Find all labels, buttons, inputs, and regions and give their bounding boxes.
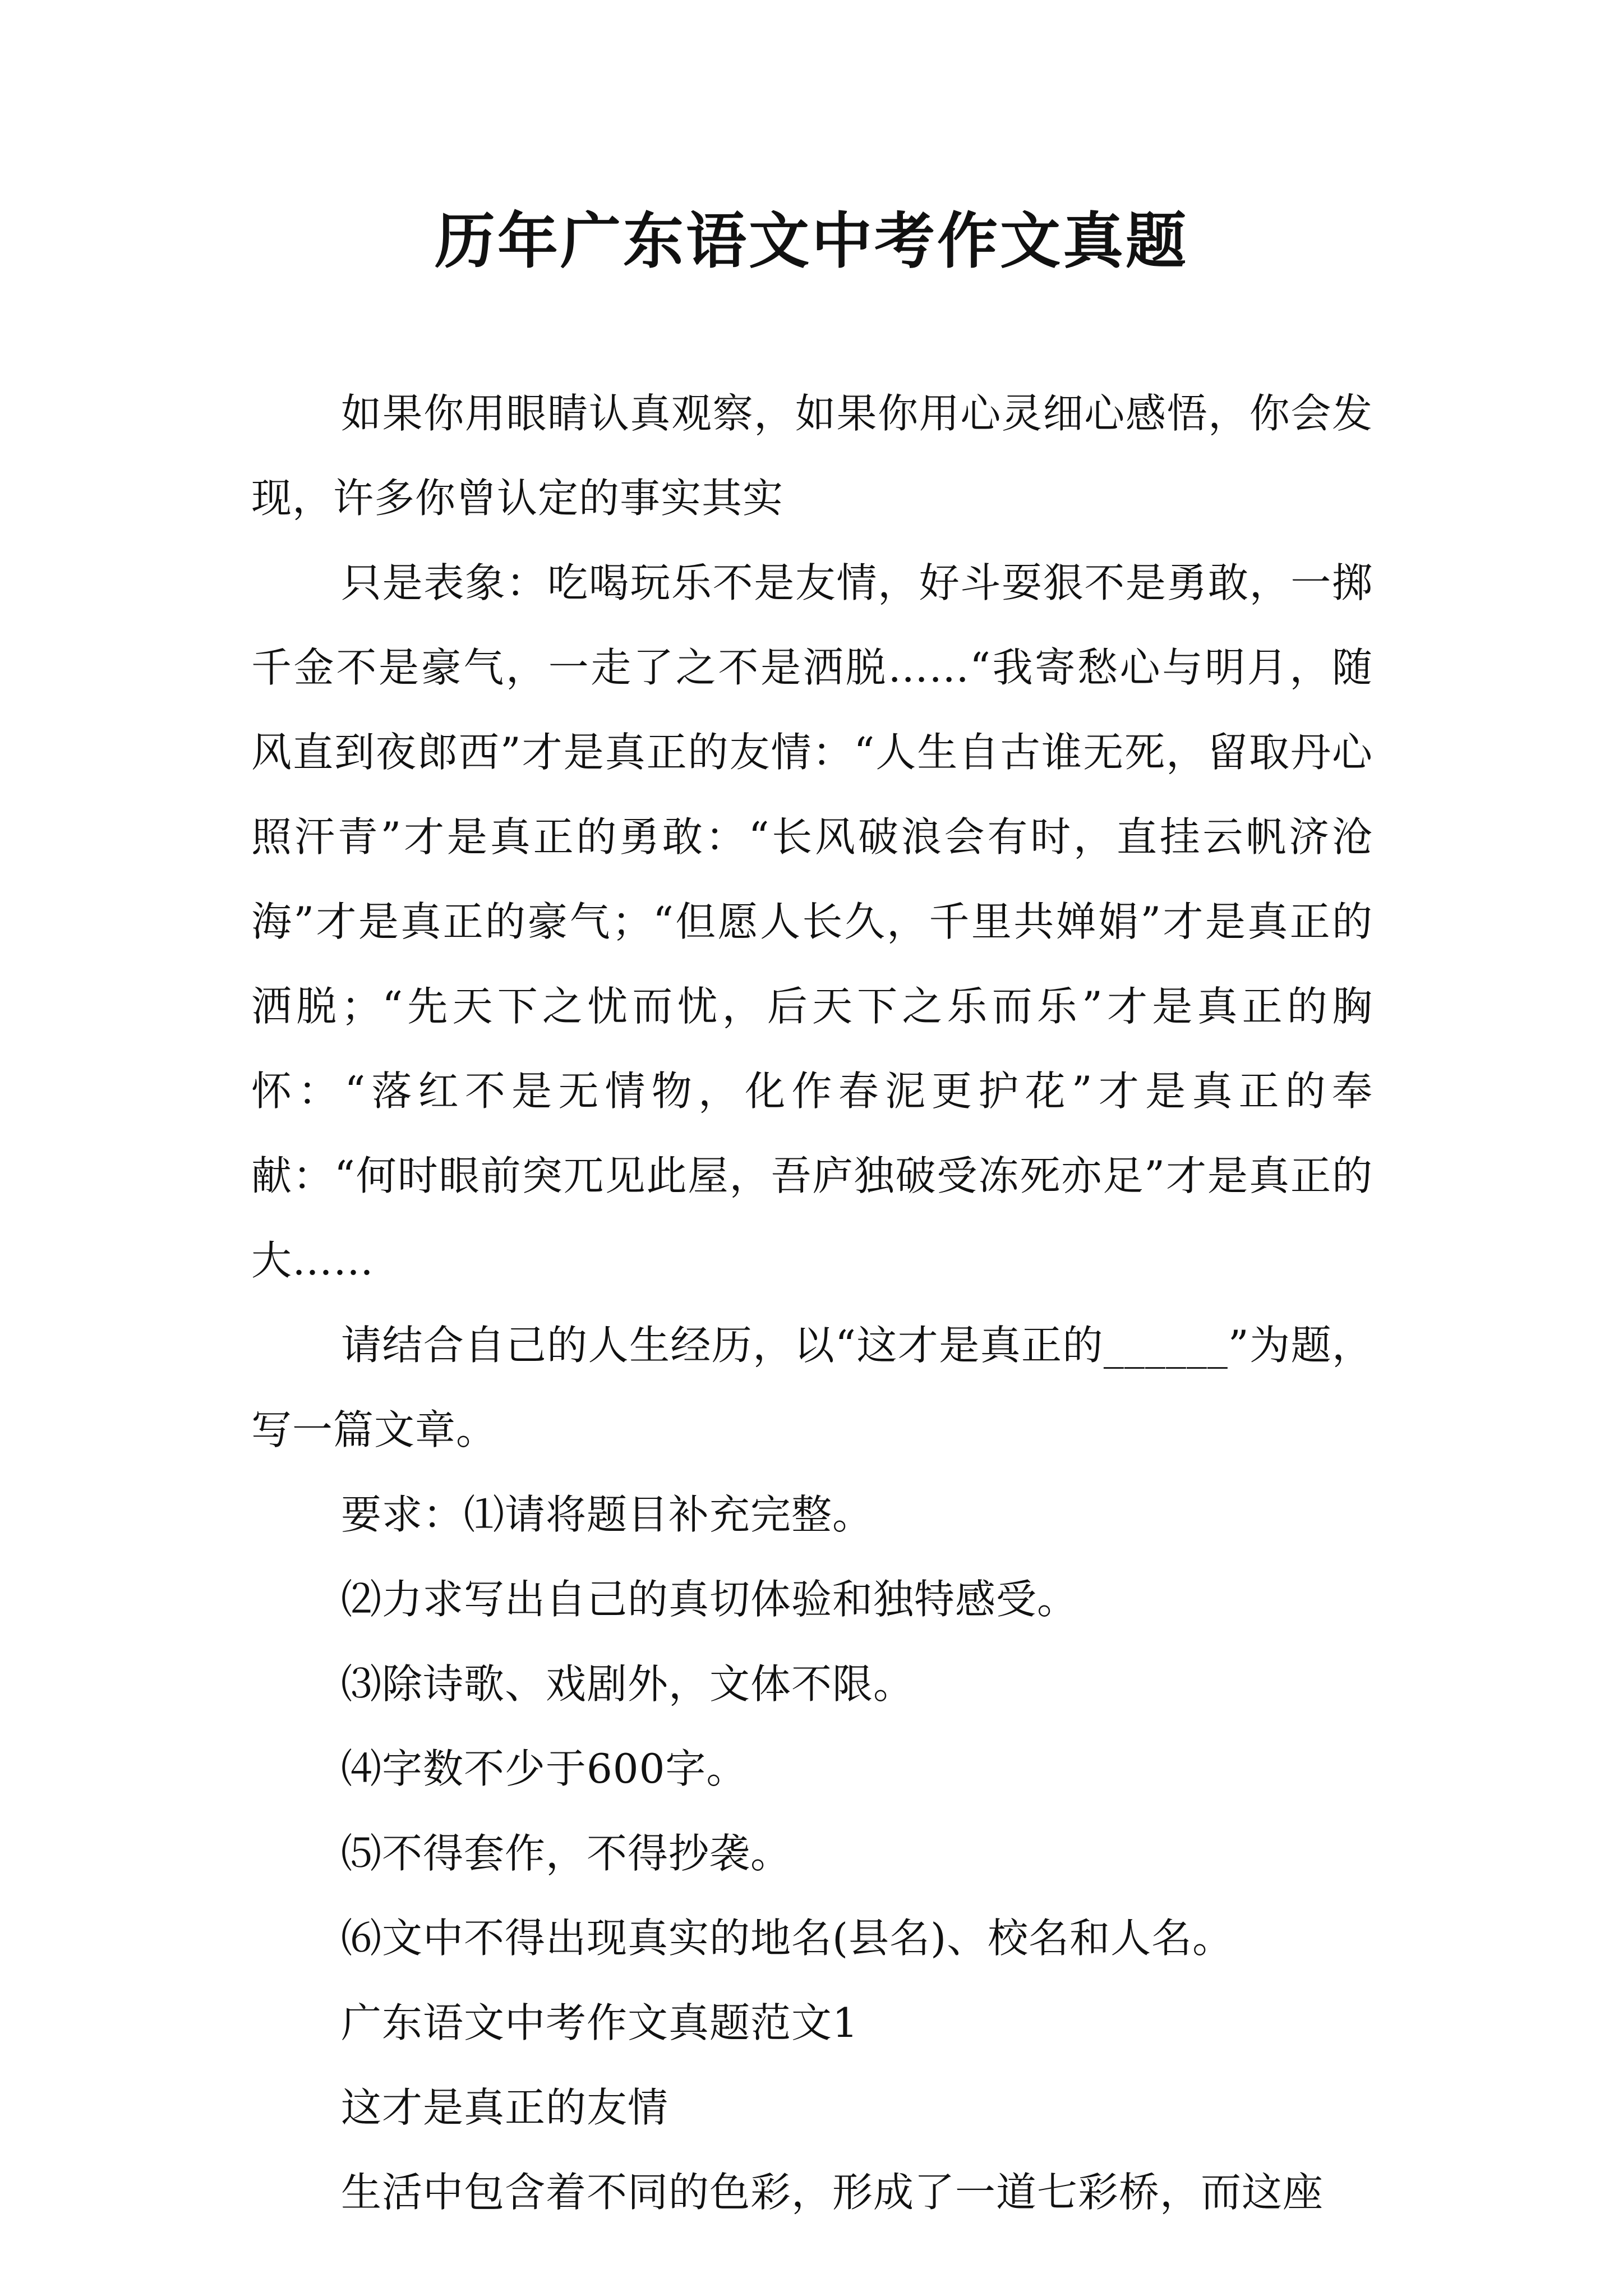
requirement-4: ⑷字数不少于600字。 xyxy=(341,1745,748,1792)
document-body xyxy=(251,371,1373,2235)
requirement-3: ⑶除诗歌、戏剧外，文体不限。 xyxy=(341,1660,915,1708)
requirement-1: 要求：⑴请将题目补充完整。 xyxy=(341,1491,874,1538)
sample-essay-paragraph: 生活中包含着不同的色彩，形成了一道七彩桥，而这座 xyxy=(341,2169,1324,2216)
document-title: 历年广东语文中考作文真题 xyxy=(434,206,1188,277)
requirement-5: ⑸不得套作，不得抄袭。 xyxy=(341,1830,792,1877)
task-paragraph: 请结合自己的人生经历，以“这才是真正的______”为题，写一篇文章。 xyxy=(251,1322,1373,1453)
requirement-2: ⑵力求写出自己的真切体验和独特感受。 xyxy=(341,1576,1078,1623)
intro-paragraph: 如果你用眼睛认真观察，如果你用心灵细心感悟，你会发现，许多你曾认定的事实其实 xyxy=(251,390,1373,522)
sample-essay-title: 这才是真正的友情 xyxy=(341,2084,669,2131)
prompt-paragraph: 只是表象：吃喝玩乐不是友情，好斗耍狠不是勇敢，一掷千金不是豪气，一走了之不是洒脱……“我寄愁心与明月，随风直到夜郎西”才是真正的友情：“人生自古谁无死，留取丹心照汗青”才是真正的勇敢：“长风破浪会有时，直挂云帆济沧海”才是真正的豪气；“但愿人长久，千里共婵娟”才是真正的洒脱；“先天下之忧而忧，后天下之乐而乐”才是真正的胸怀：“落红不是无情物，化作春泥更护花”才是真正的奉献：“何时眼前突兀见此屋，吾庐独破受冻死亦足”才是真正的大…… xyxy=(251,559,1373,1284)
sample-essay-heading: 广东语文中考作文真题范文1 xyxy=(341,1999,859,2046)
requirement-6: ⑹文中不得出现真实的地名(县名)、校名和人名。 xyxy=(341,1915,1234,1962)
